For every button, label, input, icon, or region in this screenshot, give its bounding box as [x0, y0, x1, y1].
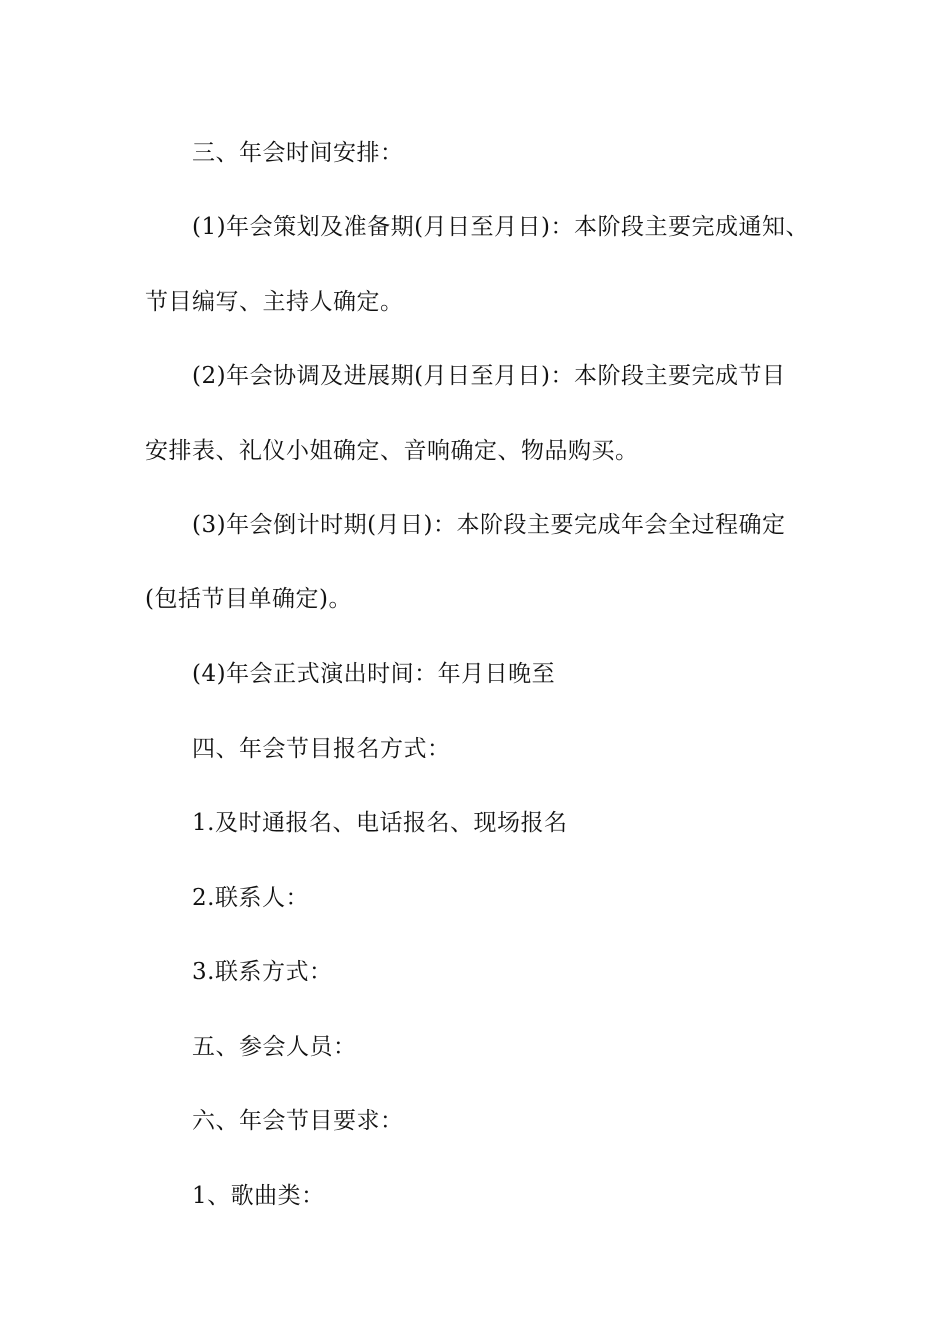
paragraph-line: (4)年会正式演出时间：年月日晚至: [192, 661, 556, 687]
section-heading-requirements: 六、年会节目要求：: [192, 1108, 404, 1134]
paragraph-line: (3)年会倒计时期(月日)：本阶段主要完成年会全过程确定: [192, 512, 786, 538]
section-heading-registration: 四、年会节目报名方式：: [192, 736, 451, 762]
paragraph-line: (2)年会协调及进展期(月日至月日)：本阶段主要完成节目: [192, 363, 786, 389]
list-item: 1、歌曲类：: [192, 1183, 325, 1209]
paragraph-line: (包括节目单确定)。: [145, 586, 352, 612]
paragraph-line: 节目编写、主持人确定。: [145, 289, 404, 315]
paragraph-line: 安排表、礼仪小姐确定、音响确定、物品购买。: [145, 438, 639, 464]
section-heading-attendees: 五、参会人员：: [192, 1034, 357, 1060]
list-item: 1.及时通报名、电话报名、现场报名: [192, 810, 568, 836]
list-item: 2.联系人：: [192, 885, 309, 911]
section-heading-schedule: 三、年会时间安排：: [192, 140, 404, 166]
list-item: 3.联系方式：: [192, 959, 333, 985]
paragraph-line: (1)年会策划及准备期(月日至月日)：本阶段主要完成通知、: [192, 214, 810, 240]
